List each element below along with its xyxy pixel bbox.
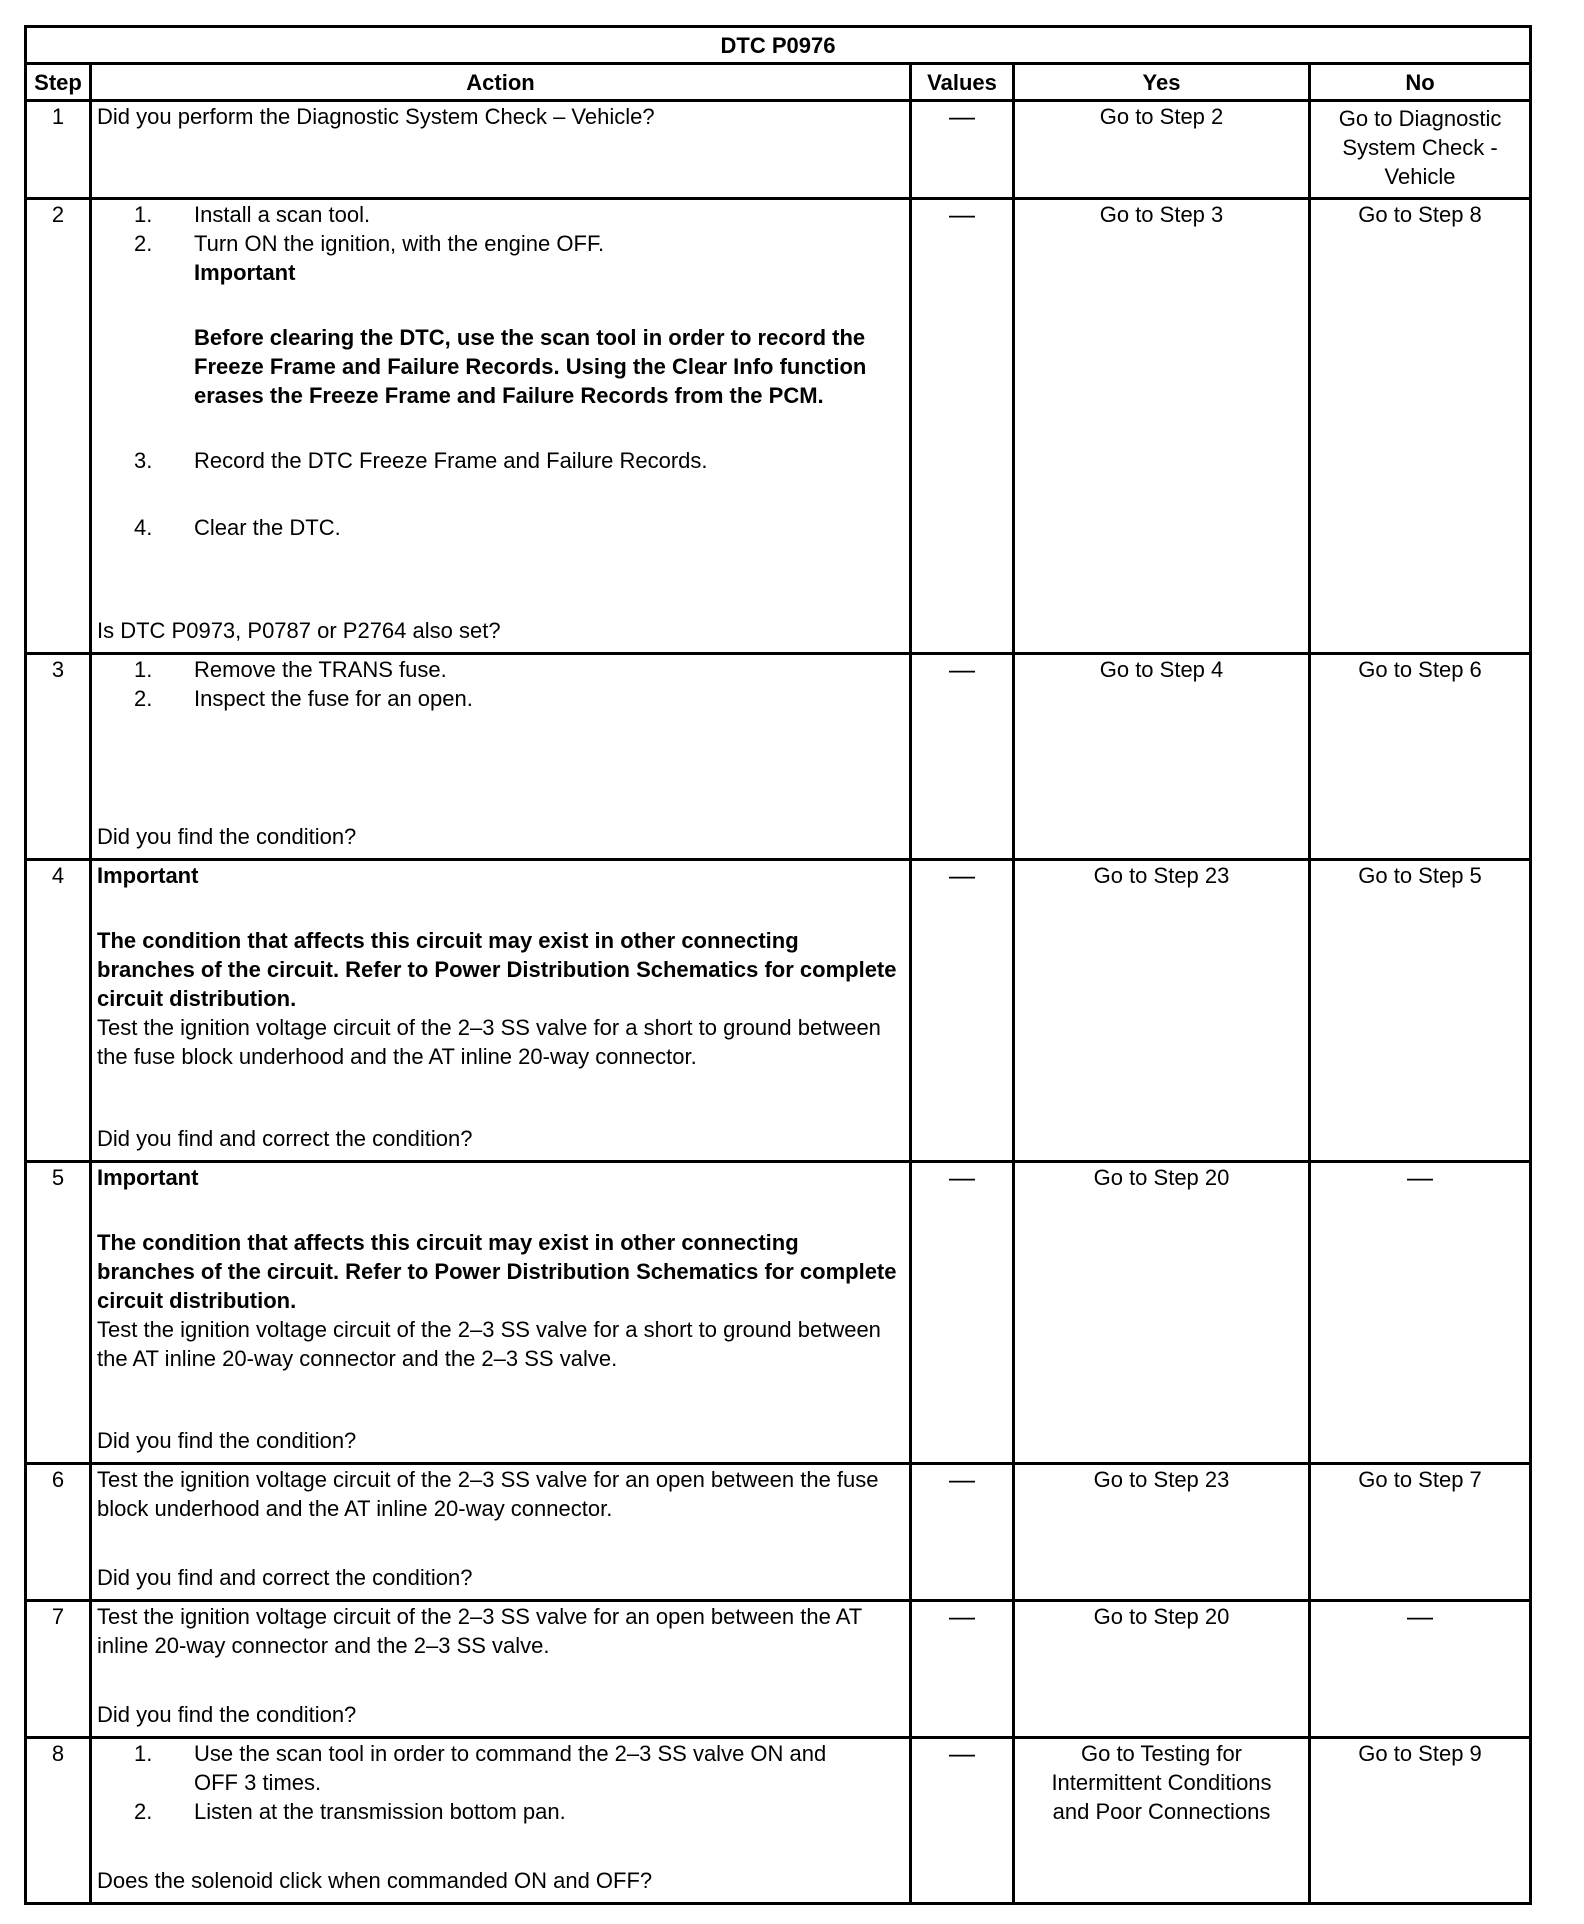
yes-cell: Go to Step 2 bbox=[1014, 101, 1310, 199]
action-question: Did you find and correct the condition? bbox=[97, 1565, 473, 1590]
col-header-step: Step bbox=[26, 64, 91, 101]
step-number: 2 bbox=[26, 199, 91, 654]
list-item: 3. Record the DTC Freeze Frame and Failure Records. bbox=[134, 448, 708, 473]
list-item: 1. Remove the TRANS fuse. bbox=[134, 657, 447, 682]
important-text: Before clearing the DTC, use the scan tool in order to record the Freeze Frame and Failure Records. Using the Clear Info function erases the Freeze Frame and Failure Records from the PCM. bbox=[194, 325, 867, 408]
no-cell: Go to Diagnostic System Check - Vehicle bbox=[1310, 101, 1531, 199]
important-label: Important bbox=[97, 1165, 199, 1190]
yes-cell: Go to Step 4 bbox=[1014, 654, 1310, 860]
action-cell bbox=[91, 199, 911, 654]
action-question: Is DTC P0973, P0787 or P2764 also set? bbox=[97, 618, 501, 643]
table-row bbox=[26, 101, 1531, 199]
list-item: 2. Listen at the transmission bottom pan. bbox=[134, 1799, 566, 1824]
no-cell: Go to Step 8 bbox=[1310, 199, 1531, 654]
list-item: 2. Inspect the fuse for an open. bbox=[134, 686, 473, 711]
action-cell bbox=[91, 1464, 911, 1601]
important-label: Important bbox=[194, 260, 296, 285]
action-question: Did you find the condition? bbox=[97, 824, 357, 849]
action-steps bbox=[97, 655, 904, 713]
action-body: Test the ignition voltage circuit of the 2–3 SS valve for an open between the AT inline 20-way connector and the 2–3 SS valve. bbox=[97, 1604, 862, 1658]
value-dash: — bbox=[949, 1738, 975, 1768]
col-header-action: Action bbox=[91, 64, 911, 101]
step-number: 3 bbox=[26, 654, 91, 860]
important-text: The condition that affects this circuit may exist in other connecting branches of the circuit. Refer to Power Distribution Schematics for complete circuit distribution. bbox=[97, 1230, 897, 1313]
values-cell bbox=[911, 1738, 1014, 1904]
value-dash: — bbox=[1407, 1601, 1434, 1631]
no-cell: Go to Step 6 bbox=[1310, 654, 1531, 860]
step-number: 5 bbox=[26, 1162, 91, 1464]
values-cell bbox=[911, 199, 1014, 654]
values-cell bbox=[911, 1464, 1014, 1601]
value-dash: — bbox=[949, 101, 975, 131]
list-item: 2. Turn ON the ignition, with the engine OFF. bbox=[134, 231, 605, 256]
list-item: 1. Use the scan tool in order to command the 2–3 SS valve ON and OFF 3 times. bbox=[134, 1741, 827, 1795]
yes-cell: Go to Testing for Intermittent Conditions and Poor Connections bbox=[1014, 1738, 1310, 1904]
action-body: Test the ignition voltage circuit of the 2–3 SS valve for an open between the fuse block underhood and the AT inline 20-way connector. bbox=[97, 1467, 879, 1521]
col-header-no: No bbox=[1310, 64, 1531, 101]
action-question: Did you find the condition? bbox=[97, 1702, 357, 1727]
no-cell: Go to Step 9 bbox=[1310, 1738, 1531, 1904]
table-title: DTC P0976 bbox=[26, 27, 1531, 64]
value-dash: — bbox=[949, 860, 975, 890]
action-question: Did you perform the Diagnostic System Check – Vehicle? bbox=[97, 104, 655, 129]
value-dash: — bbox=[949, 1601, 975, 1631]
action-cell bbox=[91, 654, 911, 860]
action-steps bbox=[97, 200, 904, 258]
action-steps bbox=[97, 1739, 904, 1826]
value-dash: — bbox=[1407, 1162, 1434, 1192]
action-cell bbox=[91, 860, 911, 1162]
yes-cell: Go to Step 20 bbox=[1014, 1601, 1310, 1738]
value-dash: — bbox=[949, 1464, 975, 1494]
no-cell bbox=[1310, 1601, 1531, 1738]
table-row bbox=[26, 1162, 1531, 1464]
dtc-table bbox=[24, 25, 1532, 1905]
step-number: 6 bbox=[26, 1464, 91, 1601]
yes-cell: Go to Step 23 bbox=[1014, 1464, 1310, 1601]
action-cell bbox=[91, 1601, 911, 1738]
col-header-values: Values bbox=[911, 64, 1014, 101]
values-cell bbox=[911, 1162, 1014, 1464]
action-cell bbox=[91, 1738, 911, 1904]
yes-cell: Go to Step 3 bbox=[1014, 199, 1310, 654]
action-cell bbox=[91, 1162, 911, 1464]
values-cell bbox=[911, 101, 1014, 199]
yes-cell: Go to Step 23 bbox=[1014, 860, 1310, 1162]
action-body: Test the ignition voltage circuit of the 2–3 SS valve for a short to ground between the fuse block underhood and the AT inline 20-way connector. bbox=[97, 1015, 881, 1069]
step-number: 7 bbox=[26, 1601, 91, 1738]
table-row bbox=[26, 1738, 1531, 1904]
important-text: The condition that affects this circuit may exist in other connecting branches of the circuit. Refer to Power Distribution Schematics for complete circuit distribution. bbox=[97, 928, 897, 1011]
action-steps bbox=[97, 446, 904, 542]
action-body: Test the ignition voltage circuit of the 2–3 SS valve for a short to ground between the AT inline 20-way connector and the 2–3 SS valve. bbox=[97, 1317, 881, 1371]
table-row bbox=[26, 199, 1531, 654]
table-row bbox=[26, 1601, 1531, 1738]
no-cell bbox=[1310, 1162, 1531, 1464]
values-cell bbox=[911, 1601, 1014, 1738]
action-question: Did you find and correct the condition? bbox=[97, 1126, 473, 1151]
value-dash: — bbox=[949, 654, 975, 684]
table-row bbox=[26, 860, 1531, 1162]
value-dash: — bbox=[949, 1162, 975, 1192]
step-number: 4 bbox=[26, 860, 91, 1162]
list-item: 1. Install a scan tool. bbox=[134, 202, 371, 227]
action-question: Did you find the condition? bbox=[97, 1428, 357, 1453]
step-number: 8 bbox=[26, 1738, 91, 1904]
values-cell bbox=[911, 654, 1014, 860]
action-cell bbox=[91, 101, 911, 199]
yes-cell: Go to Step 20 bbox=[1014, 1162, 1310, 1464]
action-question: Does the solenoid click when commanded ON and OFF? bbox=[97, 1868, 653, 1893]
no-cell: Go to Step 7 bbox=[1310, 1464, 1531, 1601]
value-dash: — bbox=[949, 199, 975, 229]
important-label: Important bbox=[97, 863, 199, 888]
step-number: 1 bbox=[26, 101, 91, 199]
no-cell: Go to Step 5 bbox=[1310, 860, 1531, 1162]
table-row bbox=[26, 654, 1531, 860]
table-row bbox=[26, 1464, 1531, 1601]
list-item: 4. Clear the DTC. bbox=[134, 515, 341, 540]
col-header-yes: Yes bbox=[1014, 64, 1310, 101]
values-cell bbox=[911, 860, 1014, 1162]
